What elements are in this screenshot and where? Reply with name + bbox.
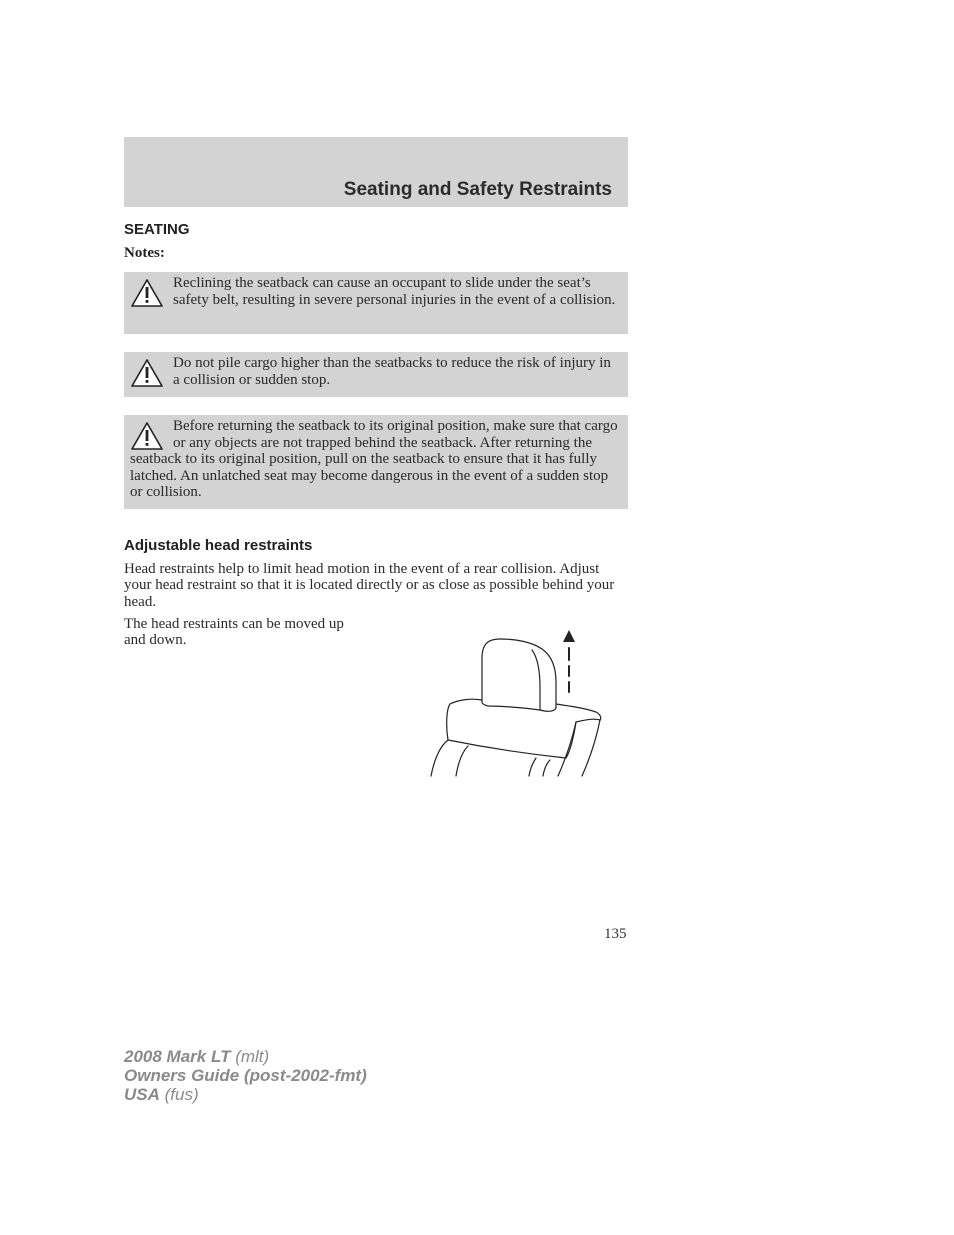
warning-text: Reclining the seatback can cause an occupant to slide under the seat’s safety belt, resulting in severe personal injuries in the event of a collision. [173,275,616,308]
section-header-band [124,137,628,207]
document-footer [124,1047,367,1104]
section-header-title: Seating and Safety Restraints [343,179,612,200]
head-restraints-paragraph: Head restraints help to limit head motion in the event of a rear collision. Adjust your head restraint so that it is located directly or as close as possible behind your head. [124,561,615,610]
notes-label: Notes: [124,245,165,261]
footer-guide: Owners Guide (post-2002-fmt) [124,1066,367,1085]
footer-region-code: (fus) [159,1085,199,1104]
warning-triangle-icon [130,278,164,308]
warning-triangle-icon [130,421,164,451]
footer-model: 2008 Mark LT [124,1047,231,1066]
warning-triangle-icon [130,358,164,388]
head-restraints-move-paragraph: The head restraints can be moved up and down. [124,616,344,649]
warning-box-recline [124,272,628,334]
warning-box-seatback [124,415,628,509]
warning-text: Do not pile cargo higher than the seatbacks to reduce the risk of injury in a collision or sudden stop. [173,355,611,388]
footer-region: USA [124,1085,160,1104]
footer-model-code: (mlt) [230,1047,270,1066]
head-restraints-heading: Adjustable head restraints [124,537,313,554]
page-number: 135 [604,926,627,942]
head-restraint-illustration [428,628,608,780]
warning-box-cargo [124,352,628,397]
warning-text: Before returning the seatback to its original position, make sure that cargo or any objects are not trapped behind the seatback. After returning the seatback to its original position, pull on the seatback to ensure that it has fully latched. An unlatched seat may become dangerous in the event of a sudden stop or collision. [130,418,618,500]
seating-heading: SEATING [124,221,190,238]
